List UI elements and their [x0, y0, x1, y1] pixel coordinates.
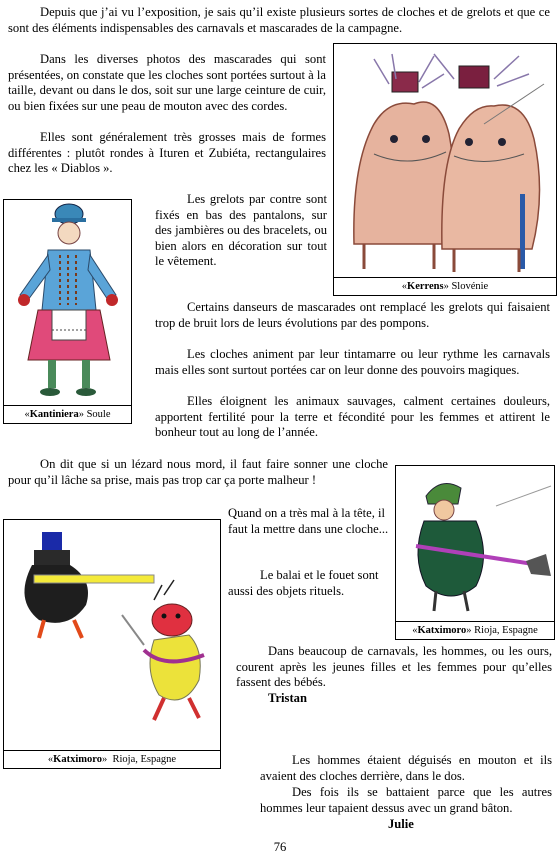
- kerrens-caption: «Kerrens» Slovénie: [334, 277, 556, 295]
- kantiniera-caption: «Kantiniera» Soule: [4, 405, 131, 423]
- katximoro-right-caption: «Katximoro» Rioja, Espagne: [396, 621, 554, 639]
- sheep-paragraph: Les hommes étaient déguisés en mouton et ils avaient des cloches derrière, dans le dos.: [260, 753, 552, 783]
- fertility-paragraph-a: [155, 394, 550, 441]
- katximoro-right-drawing: [396, 466, 554, 622]
- katximoro-left-drawing: [4, 520, 220, 751]
- signature-tristan: Tristan: [268, 691, 307, 705]
- headache-paragraph: Quand on a très mal à la tête, il faut la mettre dans une cloche...: [228, 506, 389, 536]
- lizard-paragraph: On dit que si un lézard nous mord, il faut faire sonner une cloche pour qu’il lâche sa prise, mais pas trop car ça porte malheur !: [8, 457, 388, 487]
- figure-katximoro-left: [3, 519, 221, 769]
- katximoro-left-place: Rioja, Espagne: [112, 754, 177, 765]
- signature-julie: Julie: [388, 817, 414, 831]
- photos-paragraph: Dans les diverses photos des mascarades qui sont présentées, on constate que les cloches sont portées surtout à la taille, devant ou dans le dos, soit sur une large ceinture de cuir, ou bien fixées sur une peau de mouton avec des cordes.: [8, 52, 326, 113]
- kantiniera-drawing: [4, 200, 131, 406]
- intro-paragraph: Depuis que j’ai vu l’exposition, je sais qu’il existe plusieurs sortes de cloches et de grelots et que ce sont des éléments indispensables des carnavals et mascarades de la campagne.: [8, 5, 550, 35]
- pompons-paragraph: Certains danseurs de mascarades ont remplacé les grelots qui faisaient trop de bruit lors de leurs évolutions par des pompons.: [155, 300, 550, 330]
- kerrens-place: Slovénie: [451, 281, 489, 292]
- katximoro-left-name: Katximoro: [53, 754, 102, 765]
- bells-shape-paragraph: Elles sont généralement très grosses mais de formes différentes : plutôt rondes à Ituren et Zubiéta, rectangulaires chez les « Diablos ».: [8, 130, 326, 176]
- figure-katximoro-right: [395, 465, 555, 640]
- fertility-text: Elles éloignent les animaux sauvages, calment certaines douleurs, apportent fertilité pour la terre et fécondité pour les femmes et attirent le bonheur tout au long de l’année.: [155, 394, 550, 440]
- figure-kantiniera: [3, 199, 132, 424]
- kantiniera-place: Soule: [86, 409, 111, 420]
- page-number: 76: [273, 840, 287, 854]
- kantiniera-name: Kantiniera: [29, 409, 79, 420]
- bears-paragraph: Dans beaucoup de carnavals, les hommes, ou les ours, courent après les jeunes filles et les femmes pour qu’elles fassent des bébés.: [236, 644, 552, 690]
- katximoro-right-place: Rioja, Espagne: [474, 625, 538, 636]
- figure-kerrens: [333, 43, 557, 296]
- kerrens-drawing: [334, 44, 556, 278]
- katximoro-right-name: Katximoro: [417, 625, 467, 636]
- broom-paragraph: Le balai et le fouet sont aussi des objets rituels.: [228, 568, 379, 598]
- grelots-paragraph: Les grelots par contre sont fixés en bas des pantalons, sur des jambières ou des bracelets, ou bien alors en décoration sur tout le vêtement.: [155, 192, 327, 269]
- kerrens-name: Kerrens: [407, 281, 444, 292]
- magic-paragraph: Les cloches animent par leur tintamarre ou leur rythme les carnavals mais elles sont surtout portées car on leur donne des pouvoirs magiques.: [155, 347, 550, 377]
- fight-paragraph: Des fois ils se battaient parce que les autres hommes leur tapaient dessus avec un grand bâton.: [260, 785, 552, 815]
- katximoro-left-caption: «Katximoro» Rioja, Espagne: [4, 750, 220, 768]
